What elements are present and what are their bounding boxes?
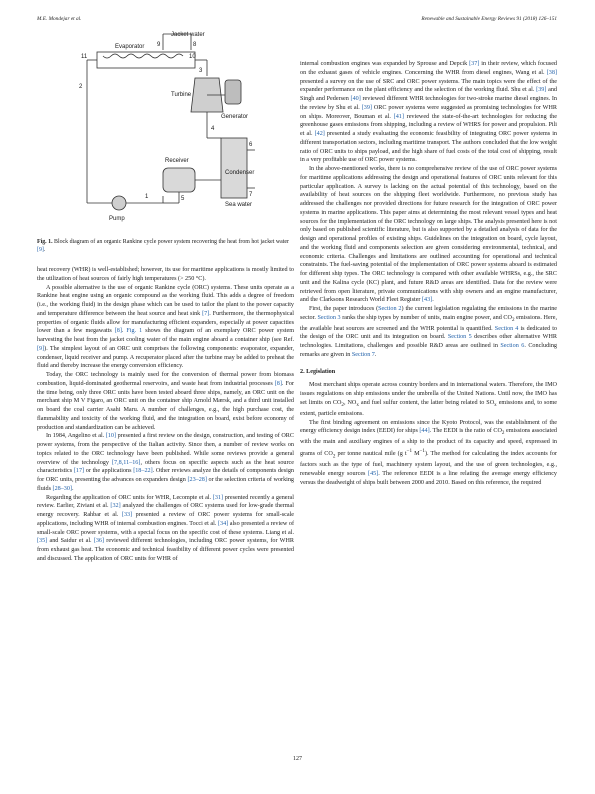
figure-link[interactable]: Fig. 1 bbox=[126, 328, 143, 335]
label-sea-water: Sea water bbox=[225, 202, 253, 208]
citation-link[interactable]: [37] bbox=[469, 61, 480, 67]
citation-link[interactable]: [42] bbox=[314, 131, 325, 137]
citation-link[interactable]: [39] bbox=[361, 104, 372, 111]
label-generator: Generator bbox=[221, 114, 249, 120]
node-3: 3 bbox=[199, 68, 203, 74]
section-heading: 2. Legislation bbox=[300, 368, 336, 375]
label-jacket-water: Jacket water bbox=[171, 32, 205, 38]
citation-link[interactable]: [45] bbox=[368, 470, 379, 477]
node-4: 4 bbox=[211, 126, 215, 132]
citation-link[interactable]: [38] bbox=[546, 69, 557, 76]
node-5: 5 bbox=[181, 196, 185, 202]
citation-link[interactable]: [23–28] bbox=[187, 477, 207, 483]
section-link[interactable]: Section 6 bbox=[500, 343, 525, 350]
paragraph: A possible alternative is the use of organic Rankine cycle (ORC) systems. These units operate as a Rankine heat engine using an organic compound as the working fluid. This adds a degree of freedom (i.e., the working fluid) in the design phase which can be used to tailor the plant to the power capacity and temperature difference between the heat source and heat sink [7]. Furthermore, the thermophysical properties of organic fluids allow for manufacturing efficient expanders, especially at power capacities lower than a few megawatts [8]. Fig. 1 shows the diagram of an exemplary ORC power system harvesting the heat from the jacket cooling water of the main engine aboard a container ship (see Ref. [9]). The simplest layout of an ORC unit comprises the following components: evaporator, expander, condenser, liquid receiver and pump. A recuperator placed after the turbine may be added to preheat the fluid and thereby increase the energy conversion efficiency. bbox=[37, 284, 295, 370]
node-2: 2 bbox=[79, 84, 83, 90]
paragraph: Most merchant ships operate across country borders and in international waters. Therefore, the IMO issues regulations on ship emissions under the umbrella of the United Nations. Until now, the IMO has set limits on $CO_2$, $NO_x$ and fuel sulfur content, the latter being related to $SO_x$ emissions and, to some extent, particle emissions. bbox=[300, 382, 557, 417]
section-link[interactable]: Section 4 bbox=[494, 325, 519, 332]
caption-label: Fig. 1. bbox=[37, 239, 53, 245]
citation-link[interactable]: [10] bbox=[105, 433, 117, 440]
label-receiver: Receiver bbox=[165, 158, 189, 164]
figure-1 bbox=[37, 28, 294, 233]
citation-link[interactable]: [32] bbox=[110, 503, 121, 510]
citation-link[interactable]: [18–22] bbox=[133, 468, 153, 475]
citation-link[interactable]: [35] bbox=[37, 538, 48, 545]
label-evaporator: Evaporator bbox=[115, 44, 145, 50]
caption-text: Block diagram of an organic Rankine cycle power system recovering the heat from hot jacket water bbox=[52, 239, 289, 245]
citation-link[interactable]: [36] bbox=[93, 538, 105, 545]
orc-block-diagram bbox=[75, 28, 255, 233]
right-column-text bbox=[300, 60, 557, 487]
citation-link[interactable]: [8] bbox=[114, 328, 122, 335]
running-header-authors: M.E. Mondejar et al. bbox=[37, 16, 82, 22]
label-pump: Pump bbox=[109, 216, 125, 222]
node-6: 6 bbox=[249, 142, 253, 148]
citation-link[interactable]: [40] bbox=[350, 96, 361, 102]
paragraph: heat recovery (WHR) is well-established; however, its use for maritime applications is mostly limited to the utilization of heat sources of fairly high temperatures (> 250 °C). bbox=[37, 267, 294, 282]
label-condenser: Condenser bbox=[225, 170, 255, 176]
section-link[interactable]: Section 7 bbox=[351, 351, 375, 358]
paragraph: First, the paper introduces (Section 2) the current legislation regulating the emissions in the marine sector. Section 3 ranks the ship types by number of units, main engine power, and $CO_2$ emissions. Here, the available heat sources are screened and the WHR potential is quantified. Section 4 is dedicated to the design of the ORC unit and its integration on board. Section 5 describes other alternative WHR technologies. Limitations, challenges and possible R&D areas are outlined in Section 6. Concluding remarks are given in Section 7. bbox=[300, 306, 558, 358]
citation-link[interactable]: [43] bbox=[422, 297, 433, 304]
section-link[interactable]: Section 5 bbox=[447, 334, 472, 341]
citation-link[interactable]: [7] bbox=[202, 310, 210, 317]
citation-link[interactable]: [34] bbox=[217, 520, 229, 527]
running-header-journal: Renewable and Sustainable Energy Reviews 91 (2018) 126–151 bbox=[421, 16, 557, 22]
section-link[interactable]: Section 3 bbox=[317, 314, 341, 321]
paragraph: Today, the ORC technology is mainly used for the conversion of thermal power from biomass combustion, liquid-dominated geothermal reservoirs, and waste heat from industrial processes [8]. For the time being, only three ORC units have been tested aboard three ships, namely, an ORC unit on the merchant ship M V Figaro, an ORC unit on the container ship Arnold Mærsk, and a third unit installed on board the coal carrier Asahi Maru. A number of challenges, e.g., the high purchase cost, the flammability and toxicity of the working fluid, and the integration on board, exist before economy of production and standardization can be achieved. bbox=[37, 372, 294, 431]
citation-link[interactable]: [31] bbox=[212, 494, 224, 501]
node-8: 8 bbox=[193, 42, 197, 48]
citation-link[interactable]: [33] bbox=[121, 512, 133, 518]
paragraph: In 1984, Angelino et al. [10] presented a first review on the design, construction, and testing of ORC power systems, from the perspective of the Italian activity. Since then, a number of review works on topics related to the ORC technology have been published. While some reviews provide a general overview of the technology [7,8,11–16], others focus on specific aspects such as the heat source characteristics [17] or the applications [18–22]. Other reviews analyze the details of components design for ORC units, presenting the advances on expanders design [23–28] or the selection criteria of working fluids [28–30]. bbox=[37, 433, 295, 492]
caption-ref[interactable]: [9] bbox=[37, 247, 44, 254]
citation-link[interactable]: [17] bbox=[73, 468, 85, 475]
label-turbine: Turbine bbox=[171, 92, 192, 98]
node-7: 7 bbox=[249, 192, 253, 198]
paragraph: internal combustion engines was expanded by Sprouse and Depcik [37] in their review, which focused on the exhaust gases of vehicle engines. Concerning the WHR from diesel engines, Wang et al. [38] presented a survey on the use of SRC and ORC power systems. The main topics were the effect of the expander performance on the plant efficiency and the selection of the working fluid. Shu et al. [39] and Singh and Pedersen [40] reviewed different WHR technologies for two-stroke marine diesel engines. In the review by Shu et al. [39] ORC power systems were suggested as promising technologies for WHR on ships. Moreover, Bouman et al. [41] reviewed the state-of-the-art technologies for reducing the greenhouse gases emissions from shipping, including a review of WHRS for power and propulsion. Pili et al. [42] presented a study evaluating the economic feasibility of integrating ORC power systems in different transportation sectors, including maritime transport. The authors concluded that the low weight ratio of ORC units to ships payload, and the high share of fuel costs of the total cost of shipping, result in a very profitable use of ORC power systems. bbox=[300, 61, 558, 164]
node-1: 1 bbox=[145, 194, 149, 200]
figure-caption: Fig. 1. Block diagram of an organic Rankine cycle power system recovering the heat from hot jacket water [9]. bbox=[37, 239, 289, 254]
paragraph: Regarding the application of ORC units for WHR, Lecompte et al. [31] presented recently a general review. Earlier, Ziviani et al. [32] analyzed the challenges of ORC systems used for low-grade thermal energy recovery. Rahbar et al. [33] presented a review of ORC power systems for small-scale applications, including WHR of internal combustion engines. Tocci et al. [34] also presented a review of small-scale ORC power systems, with a special focus on the specific cost of these systems. Liang et al. [35] and Saidur et al. [36] reviewed different technologies, including ORC power systems, for WHR from exhaust gas heat. The economic and technical feasibility of different power cycles were presented and discussed. The application of ORC units for WHR of bbox=[37, 494, 295, 562]
citation-link[interactable]: [8] bbox=[274, 380, 282, 387]
page-number: 127 bbox=[293, 756, 302, 762]
citation-link[interactable]: [7,8,11–16] bbox=[112, 459, 141, 466]
section-link[interactable]: Section 2 bbox=[378, 306, 402, 312]
paragraph: In the above-mentioned works, there is no comprehensive review of the use of ORC power systems for maritime applications addressing the design and operational features of ORC units relevant for this particular application. A survey is lacking on the actual potential of this technology, based on the availability of heat sources on the shipping fleet worldwide. Furthermore, no previous study has addressed the challenges nor provided directions for future research for the integration of ORC power systems in marine applications. This paper aims at determining the most relevant vessel types and heat sources for the implementation of the ORC technology on large ships. The analysis presented here is not only based on published scientific literature, but is also supported by a detailed analysis of data for the design and operational profiles of existing ships. Guidelines on the integration on board, cycle layout, and the working fluid and components selection are given considering environmental, technical, and economic criteria. Challenges and limitations are outlined accounting for operational and technical constraints. The fuel-saving potential of the implementation of ORC power systems aboard is estimated for different ship types. The ORC technology is compared with other available WHRSs, e.g., the SRC unit and the Kalina cycle (KC) plant, and future R&D areas are identified. Data for the review were retrieved from open literature, private communications with ship owners and an engine manufacturer, and the Clarksons Research World Fleet Register [43]. bbox=[300, 166, 557, 304]
citation-link[interactable]: [39] bbox=[536, 87, 547, 94]
node-9: 9 bbox=[157, 42, 161, 48]
node-11: 11 bbox=[81, 54, 88, 60]
citation-link[interactable]: [44] bbox=[419, 428, 430, 435]
citation-link[interactable]: [41] bbox=[393, 113, 404, 120]
left-column-text bbox=[37, 266, 294, 564]
paragraph: The first binding agreement on emissions since the Kyoto Protocol, was the establishment of the energy efficiency design index (EEDI) for ships [44]. The EEDI is the ratio of $CO_2$ emissions associated with the main and auxiliary engines of a ship to the product of its capacity and speed, expressed in grams of $CO_2$ per tonne nautical mile (g $t^{-1}$ $M^{-1}$). The method for calculating the index accounts for factors such as the type of fuel, machinery system layout, and the use of green technologies, e.g., renewable energy sources [45]. The reference EEDI is a line relating the average energy efficiency versus the deadweight of ships built between 2000 and 2010. Based on this reference, the required bbox=[300, 419, 558, 486]
node-10: 10 bbox=[189, 54, 196, 60]
citation-link[interactable]: [9] bbox=[37, 345, 45, 352]
citation-link[interactable]: [28–30] bbox=[52, 485, 72, 492]
